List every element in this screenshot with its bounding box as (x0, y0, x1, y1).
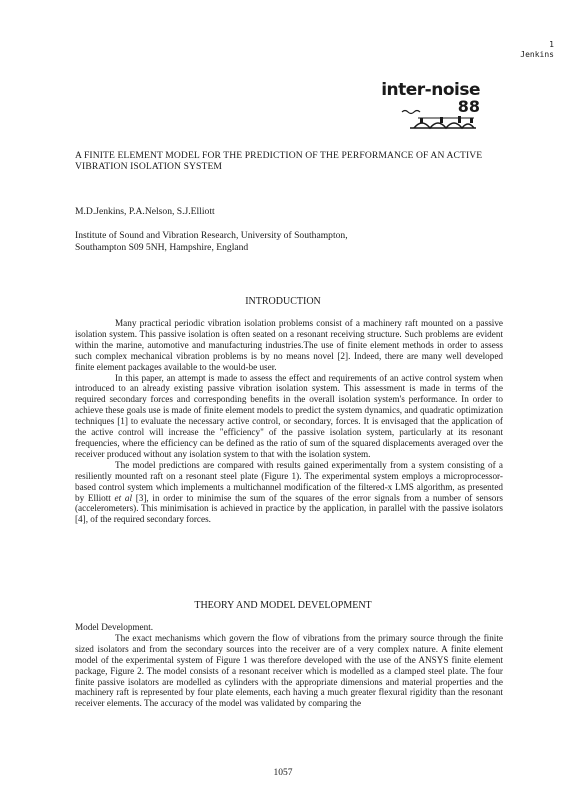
logo-year: 88 (457, 97, 480, 116)
affiliation-line-1: Institute of Sound and Vibration Research, University of Southampton, (75, 230, 348, 241)
affiliation-line-2: Southampton S09 5NH, Hampshire, England (75, 241, 249, 253)
paper-authors: M.D.Jenkins, P.A.Nelson, S.J.Elliott (75, 206, 215, 217)
intro-paragraph-1: Many practical periodic vibration isolation problems consist of a machinery raft mounted on a passive isolation system. This passive isolation is often seated on a resonant receiving structure. Such problems are evident within the marine, automotive and manufacturing industries.The use of finite element methods in order to assess such complex mechanical vibration problems is by no means novel [2]. Indeed, there are many well developed finite element packages available to the would-be user. (75, 318, 503, 372)
paper-title: A FINITE ELEMENT MODEL FOR THE PREDICTION OF THE PERFORMANCE OF AN ACTIVE VIBRATION ISOLATION SYSTEM (75, 150, 483, 172)
intro-paragraph-2: In this paper, an attempt is made to assess the effect and requirements of an active control system when introduced to an already existing passive vibration isolation system. This assessment is made in terms of the required secondary forces and corresponding benefits in the overall isolation system's performance. In order to achieve these goals use is made of finite element models to predict the system dynamics, and quadratic optimization techniques [1] to evaluate the necessary active control, or secondary, forces. It is envisaged that the application of the active control will increase the "efficiency" of the passive isolation system, particularly at its resonant frequencies, where the efficiency can be defined as the ratio of sum of the squared displacements averaged over the receiver produced without any isolation system to that with the isolation system. (75, 372, 503, 459)
model-development-subheading: Model Development. (75, 622, 154, 632)
page-number: 1057 (273, 768, 293, 778)
logo-word: inter-noise (381, 80, 480, 100)
et-al-italic: et al (114, 492, 133, 503)
bridge-icon (380, 82, 480, 142)
introduction-section (75, 318, 503, 525)
intro-paragraph-3 (75, 460, 503, 525)
corner-number: 1 (549, 40, 554, 49)
corner-author: Jenkins (520, 50, 554, 59)
intro-paragraph-3-text-a: The model predictions are compared with results gained experimentally from a system consisting of a resiliently mounted raft on a resonant steel plate (Figure 1). The experimental system employs a microprocessor-based control system which implements a multichannel modification of the filtered-x LMS algorithm, as presented by Elliott (75, 459, 503, 503)
page-corner-label (520, 40, 554, 60)
conference-logo (380, 82, 480, 115)
theory-heading: THEORY AND MODEL DEVELOPMENT (194, 600, 372, 611)
theory-paragraph-1: The exact mechanisms which govern the flow of vibrations from the primary source through the finite sized isolators and from the secondary sources into the receiver are of a very complex nature. A finite element model of the experimental system of Figure 1 was therefore developed with the use of the ANSYS finite element package, Figure 2. The model consists of a resonant receiver which is modelled as a clamped steel plate. The four finite passive isolators are modelled as cylinders with the appropriate dimensions and material properties and the machinery raft is represented by four plate elements, each having a much greater flexural rigidity than the resonant receiver elements. The accuracy of the model was validated by comparing the (75, 632, 503, 709)
theory-section (75, 622, 503, 709)
intro-paragraph-3-text-b: [3], in order to minimise the sum of the squares of the error signals from a number of sensors (accelerometers). This minimisation is achieved in practice by the application, in parallel with the passive isolators [4], of the required secondary forces. (75, 492, 504, 525)
paper-affiliation (75, 230, 495, 253)
introduction-heading: INTRODUCTION (245, 296, 321, 307)
